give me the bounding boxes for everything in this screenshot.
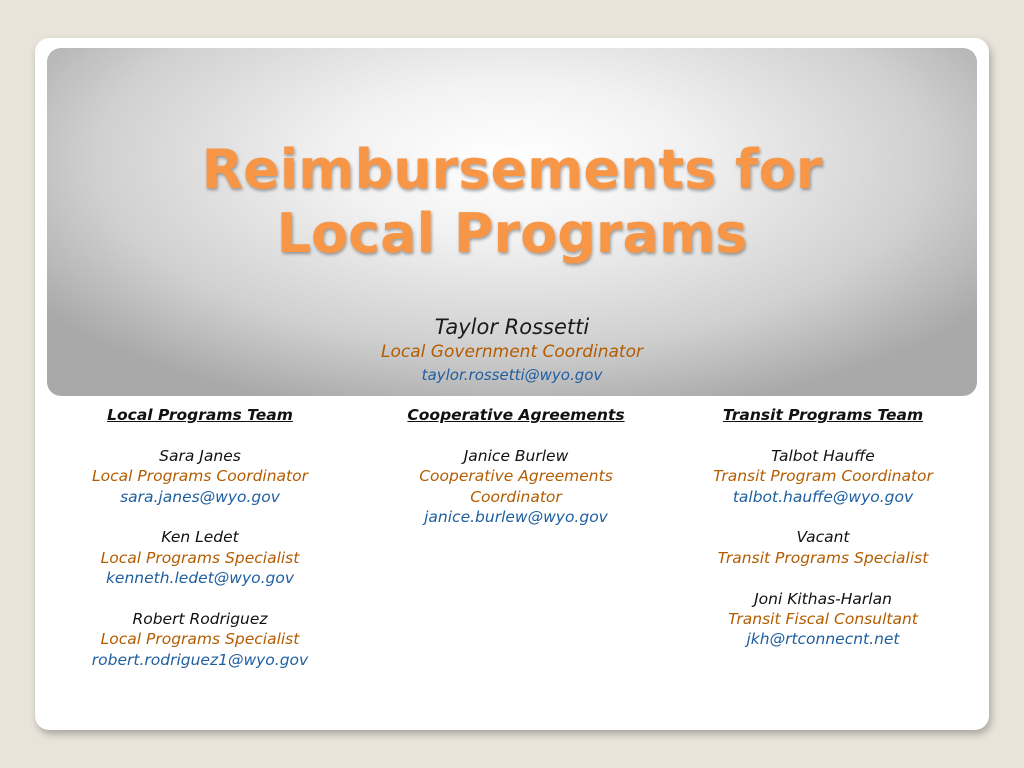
contact-name: Talbot Hauffe bbox=[771, 446, 875, 465]
column-heading: Cooperative Agreements bbox=[407, 406, 625, 424]
contact-role: Local Programs Coordinator bbox=[92, 467, 308, 486]
contact-name: Vacant bbox=[796, 528, 850, 547]
contact-role: Transit Program Coordinator bbox=[713, 467, 933, 486]
title-line-1: Reimbursements for bbox=[201, 138, 823, 201]
contact-email[interactable]: talbot.hauffe@wyo.gov bbox=[732, 487, 914, 506]
presenter-email[interactable]: taylor.rossetti@wyo.gov bbox=[421, 366, 603, 384]
contact-name: Joni Kithas-Harlan bbox=[754, 589, 892, 608]
column-local-programs bbox=[50, 405, 350, 691]
contact-role-line-1: Cooperative Agreements bbox=[419, 467, 613, 486]
title-line-2: Local Programs bbox=[276, 202, 748, 265]
contact-name: Ken Ledet bbox=[161, 528, 239, 547]
contact-role-line-2: Coordinator bbox=[470, 487, 562, 506]
contact-email[interactable]: janice.burlew@wyo.gov bbox=[424, 508, 608, 527]
contact-name: Janice Burlew bbox=[463, 446, 569, 465]
contact-entry bbox=[50, 609, 350, 670]
column-cooperative-agreements bbox=[366, 405, 666, 548]
contact-entry bbox=[366, 446, 666, 528]
column-transit-programs bbox=[673, 405, 973, 670]
slide-title bbox=[47, 138, 977, 266]
column-heading: Transit Programs Team bbox=[722, 406, 924, 424]
contact-email[interactable]: sara.janes@wyo.gov bbox=[120, 487, 280, 506]
contact-role: Local Programs Specialist bbox=[100, 548, 300, 567]
contact-role: Local Programs Specialist bbox=[100, 630, 300, 649]
contact-entry bbox=[50, 446, 350, 507]
column-heading: Local Programs Team bbox=[107, 406, 293, 424]
contact-role: Transit Fiscal Consultant bbox=[728, 610, 918, 629]
contact-entry bbox=[673, 446, 973, 507]
presenter-block bbox=[47, 313, 977, 386]
contact-role: Transit Programs Specialist bbox=[717, 548, 929, 567]
contact-entry bbox=[50, 527, 350, 588]
contact-name: Sara Janes bbox=[159, 446, 241, 465]
presenter-title: Local Government Coordinator bbox=[381, 342, 643, 362]
presenter-name: Taylor Rossetti bbox=[434, 315, 590, 339]
contact-email[interactable]: kenneth.ledet@wyo.gov bbox=[105, 569, 295, 588]
contact-entry bbox=[673, 527, 973, 568]
contact-email[interactable]: robert.rodriguez1@wyo.gov bbox=[91, 650, 309, 669]
contact-email[interactable]: jkh@rtconnecnt.net bbox=[746, 630, 900, 649]
contact-name: Robert Rodriguez bbox=[132, 610, 268, 629]
contact-entry bbox=[673, 589, 973, 650]
